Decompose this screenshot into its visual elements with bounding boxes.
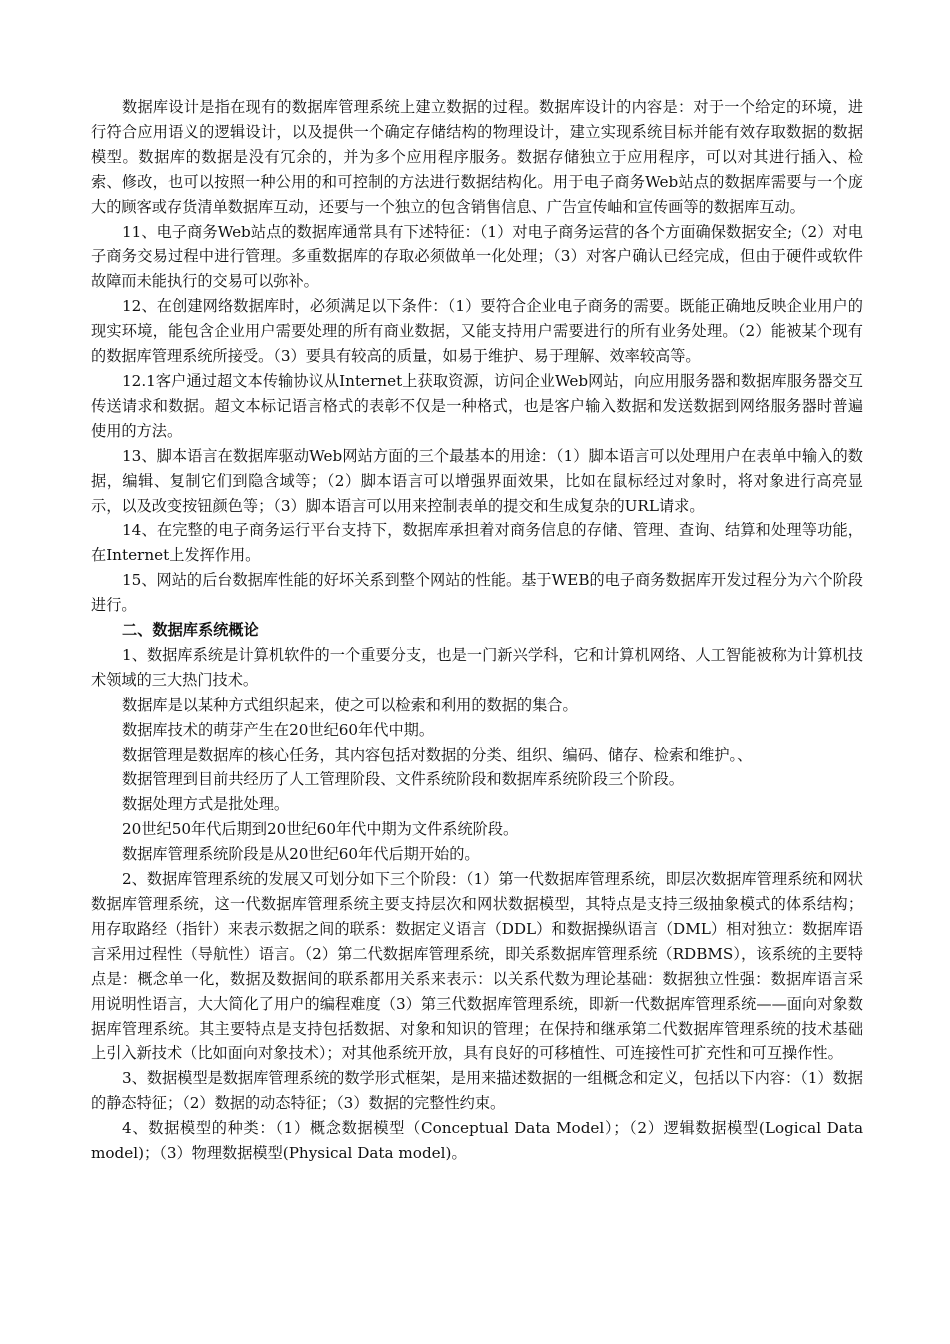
document-page [91,95,863,1166]
section-paragraph-batch: 数据处理方式是批处理。 [122,795,290,814]
paragraph-database-design: 数据库设计是指在现有的数据库管理系统上建立数据的过程。数据库设计的内容是：对于一个给定的环境，进行符合应用语义的逻辑设计，以及提供一个确定存储结构的物理设计，建立实现系统目标并能有效存取数据的数据模型。数据库的数据是没有冗余的，并为多个应用程序服务。数据存储独立于应用程序，可以对其进行插入、检索、修改，也可以按照一种公用的和可控制的方法进行数据结构化。用于电子商务Web站点的数据库需要与一个庞大的顾客或存货清单数据库互动，还要与一个独立的包含销售信息、广告宣传岫和宣传画等的数据库互动。 [91,98,863,216]
section-paragraph-origin: 数据库技术的萌芽产生在20世纪60年代中期。 [122,720,435,739]
paragraph-12-1: 12.1客户通过超文本传输协议从Internet上获取资源，访问企业Web网站，向应用服务器和数据库服务器交互传送请求和数据。超文本标记语言格式的表彰不仅是一种格式，也是客户输入数据和发送数据到网络服务器时普遍使用的方法。 [91,371,863,440]
section-paragraph-stages: 数据管理到目前共经历了人工管理阶段、文件系统阶段和数据库系统阶段三个阶段。 [122,770,684,789]
section-heading: 二、数据库系统概论 [122,621,259,640]
section-paragraph-database-definition: 数据库是以某种方式组织起来，使之可以检索和利用的数据的集合。 [122,695,578,714]
section-paragraph-2: 2、数据库管理系统的发展又可划分如下三个阶段：（1）第一代数据库管理系统，即层次数据库管理系统和网状数据库管理系统，这一代数据库管理系统主要支持层次和网状数据模型，其特点是支持三级抽象模式的体系结构；用存取路经（指针）来表示数据之间的联系：数据定义语言（DDL）和数据操纵语言（DML）相对独立：数据库语言采用过程性（导航性）语言。（2）第二代数据库管理系统，即关系数据库管理系统（RDBMS），该系统的主要特点是：概念单一化，数据及数据间的联系都用关系来表示：以关系代数为理论基础：数据独立性强：数据库语言采用说明性语言，大大简化了用户的编程难度（3）第三代数据库管理系统，即新一代数据库管理系统——面向对象数据库管理系统。其主要特点是支持包括数据、对象和知识的管理；在保持和继承第二代数据库管理系统的技术基础上引入新技术（比如面向对象技术）；对其他系统开放，具有良好的可移植性、可连接性可扩充性和可互操作性。 [91,870,863,1063]
paragraph-15: 15、网站的后台数据库性能的好坏关系到整个网站的性能。基于WEB的电子商务数据库开发过程分为六个阶段进行。 [91,571,863,615]
section-paragraph-data-management: 数据管理是数据库的核心任务，其内容包括对数据的分类、组织、编码、储存、检索和维护。、 [122,745,753,764]
section-paragraph-file-system-stage: 20世纪50年代后期到20世纪60年代中期为文件系统阶段。 [122,820,519,839]
section-paragraph-3: 3、数据模型是数据库管理系统的数学形式框架，是用来描述数据的一组概念和定义，包括以下内容：（1）数据的静态特征；（2）数据的动态特征；（3）数据的完整性约束。 [91,1069,863,1113]
paragraph-13: 13、脚本语言在数据库驱动Web网站方面的三个最基本的用途：（1）脚本语言可以处理用户在表单中输入的数据，编辑、复制它们到隐含域等；（2）脚本语言可以增强界面效果，比如在鼠标经过对象时，将对象进行高亮显示，以及改变按钮颜色等；（3）脚本语言可以用来控制表单的提交和生成复杂的URL请求。 [91,446,863,515]
paragraph-12: 12、在创建网络数据库时，必须满足以下条件：（1）要符合企业电子商务的需要。既能正确地反映企业用户的现实环境，能包含企业用户需要处理的所有商业数据，又能支持用户需要进行的所有业务处理。（2）能被某个现有的数据库管理系统所接受。（3）要具有较高的质量，如易于维护、易于理解、效率较高等。 [91,297,863,366]
section-paragraph-dbms-stage: 数据库管理系统阶段是从20世纪60年代后期开始的。 [122,845,480,864]
paragraph-14: 14、在完整的电子商务运行平台支持下，数据库承担着对商务信息的存储、管理、查询、结算和处理等功能，在Internet上发挥作用。 [91,521,863,565]
section-paragraph-1: 1、数据库系统是计算机软件的一个重要分支，也是一门新兴学科，它和计算机网络、人工智能被称为计算机技术领域的三大热门技术。 [91,645,863,689]
paragraph-11: 11、电子商务Web站点的数据库通常具有下述特征：（1）对电子商务运营的各个方面确保数据安全;（2）对电子商务交易过程中进行管理。多重数据库的存取必须做单一化处理；（3）对客户确认已经完成，但由于硬件或软件故障而未能执行的交易可以弥补。 [91,222,863,291]
section-paragraph-4: 4、数据模型的种类：（1）概念数据模型（Conceptual Data Model）；（2）逻辑数据模型(Logical Data model)；（3）物理数据模型(Physical Data model)。 [91,1119,863,1163]
